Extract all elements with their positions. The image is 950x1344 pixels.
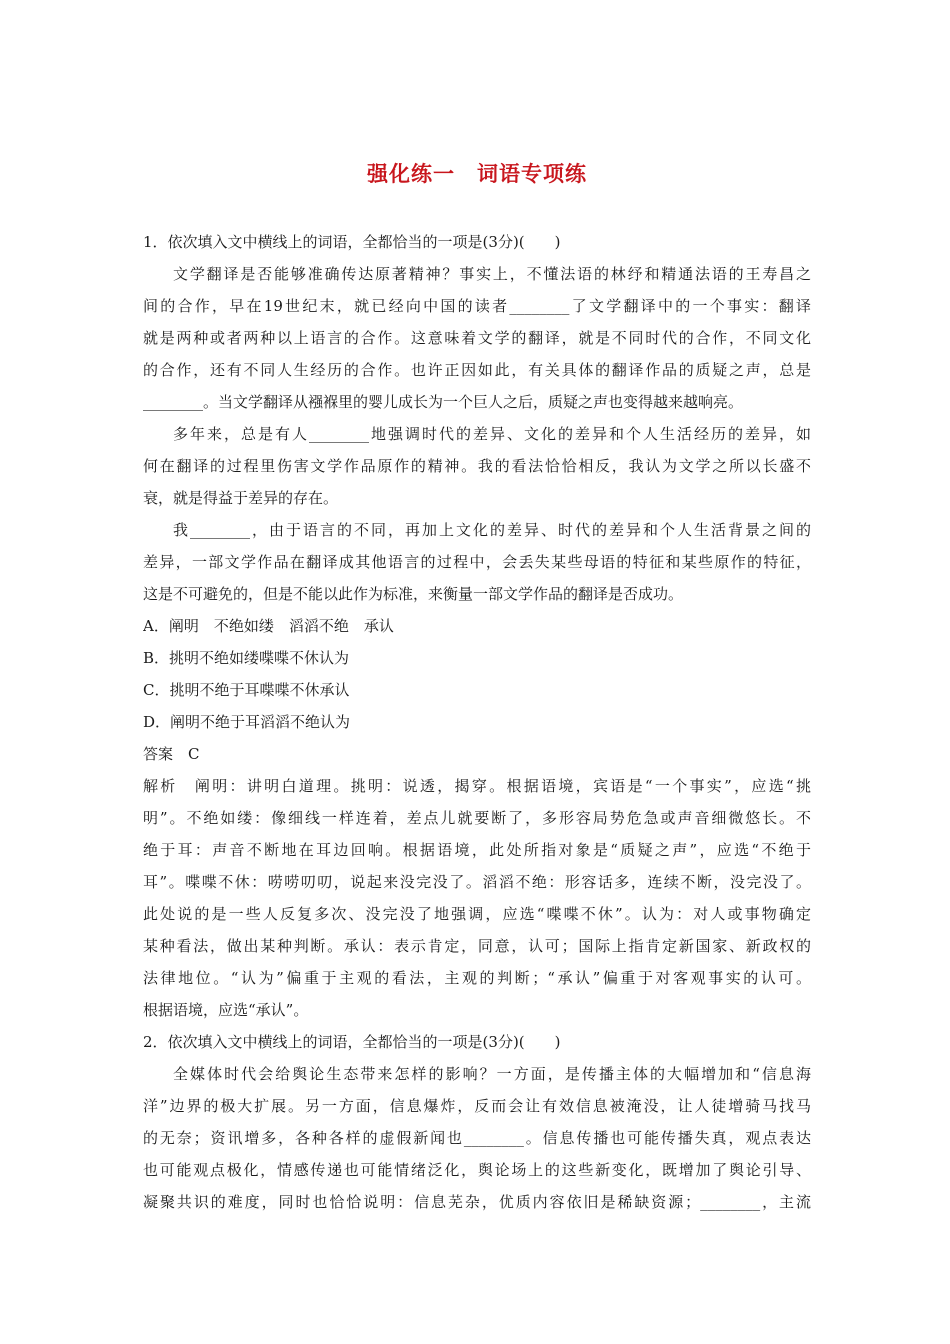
text-line: 的合作，还有不同人生经历的合作。也许正因如此，有关具体的翻译作品的质疑之声，总是 — [143, 361, 811, 379]
text-line: 全媒体时代会给舆论生态带来怎样的影响？一方面，是传播主体的大幅增加和“信息海 — [173, 1065, 811, 1083]
text-line: 法律地位。“认为”偏重于主观的看法，主观的判断；“承认”偏重于对客观事实的认可。 — [143, 969, 811, 987]
text-line: 凝聚共识的难度，同时也恰恰说明：信息芜杂，优质内容依旧是稀缺资源；________，主流 — [143, 1193, 811, 1211]
text-line: 也可能观点极化，情感传递也可能情绪泛化，舆论场上的这些新变化，既增加了舆论引导、 — [143, 1161, 811, 1179]
text-line: 就是两种或者两种以上语言的合作。这意味着文学的翻译，就是不同时代的合作，不同文化 — [143, 329, 811, 347]
document-body — [143, 226, 811, 1218]
text-line: ________。当文学翻译从襁褓里的婴儿成长为一个巨人之后，质疑之声也变得越来越响亮。 — [143, 393, 744, 411]
page-title: 强化练一 词语专项练 — [367, 162, 587, 186]
text-line: 根据语境，应选“承认”。 — [143, 1001, 309, 1019]
text-line: 这是不可避免的，但是不能以此作为标准，来衡量一部文学作品的翻译是否成功。 — [143, 585, 684, 603]
text-line: 衰，就是得益于差异的存在。 — [143, 489, 339, 507]
text-line: 文学翻译是否能够准确传达原著精神？事实上，不懂法语的林纾和精通法语的王寿昌之 — [173, 265, 811, 283]
text-line: 耳”。喋喋不休：唠唠叨叨，说起来没完没了。滔滔不绝：形容话多，连续不断，没完没了。 — [143, 873, 811, 891]
text-line: 何在翻译的过程里伤害文学作品原作的精神。我的看法恰恰相反，我认为文学之所以长盛不 — [143, 457, 811, 475]
text-line: 的无奈；资讯增多，各种各样的虚假新闻也________。信息传播也可能传播失真，观点表达 — [143, 1129, 811, 1147]
text-line: 解析 阐明：讲明白道理。挑明：说透，揭穿。根据语境，宾语是“一个事实”，应选“挑 — [143, 777, 811, 795]
text-line: B．挑明不绝如缕喋喋不休认为 — [143, 649, 350, 667]
text-line: 此处说的是一些人反复多次、没完没了地强调，应选“喋喋不休”。认为：对人或事物确定 — [143, 905, 811, 923]
text-line: 某种看法，做出某种判断。承认：表示肯定，同意，认可；国际上指肯定新国家、新政权的 — [143, 937, 811, 955]
text-line: 1．依次填入文中横线上的词语，全都恰当的一项是(3分)( ) — [143, 233, 561, 251]
text-line: 洋”边界的极大扩展。另一方面，信息爆炸，反而会让有效信息被淹没，让人徒增骑马找马 — [143, 1097, 811, 1115]
text-line: A．阐明 不绝如缕 滔滔不绝 承认 — [143, 617, 394, 635]
text-line: 我________，由于语言的不同，再加上文化的差异、时代的差异和个人生活背景之间的 — [173, 521, 811, 539]
text-line: D．阐明不绝于耳滔滔不绝认为 — [143, 713, 351, 731]
text-line: 绝于耳：声音不断地在耳边回响。根据语境，此处所指对象是“质疑之声”，应选“不绝于 — [143, 841, 811, 859]
text-line: 差异，一部文学作品在翻译成其他语言的过程中，会丢失某些母语的特征和某些原作的特征， — [143, 553, 811, 571]
text-line: 间的合作，早在19世纪末，就已经向中国的读者________了文学翻译中的一个事实：翻译 — [143, 297, 811, 315]
text-line: 答案 C — [143, 745, 200, 763]
text-line: 2．依次填入文中横线上的词语，全都恰当的一项是(3分)( ) — [143, 1033, 561, 1051]
text-line: C．挑明不绝于耳喋喋不休承认 — [143, 681, 350, 699]
text-line: 多年来，总是有人________地强调时代的差异、文化的差异和个人生活经历的差异，如 — [173, 425, 811, 443]
text-line: 明”。不绝如缕：像细线一样连着，差点儿就要断了，多形容局势危急或声音细微悠长。不 — [143, 809, 811, 827]
